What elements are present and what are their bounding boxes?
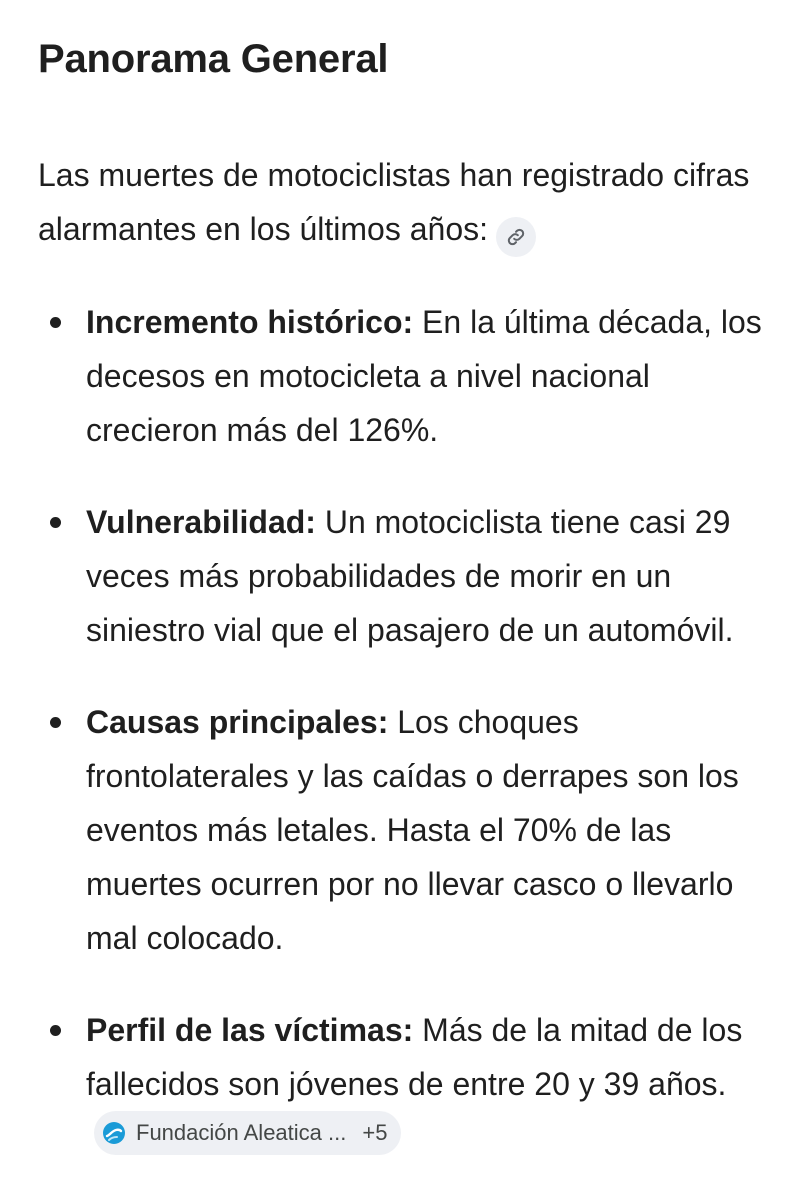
list-item [38,495,776,657]
bullet-dot [50,1025,61,1036]
link-icon[interactable] [496,217,536,257]
list-item [38,695,776,965]
section-title: Panorama General [38,37,389,81]
source-chip[interactable] [94,1111,401,1155]
point-text: En la última década, los decesos en motocicleta a nivel nacional crecieron más del 126%. [86,304,762,448]
intro-text: Las muertes de motociclistas han registrado cifras alarmantes en los últimos años: [38,157,750,247]
source-more-count: +5 [362,1120,388,1145]
point-text: Un motociclista tiene casi 29 veces más probabilidades de morir en un siniestro vial que el pasajero de un automóvil. [86,504,734,648]
bullet-dot [50,717,61,728]
bullet-dot [50,317,61,328]
list-item [38,295,776,457]
point-label: Vulnerabilidad: [86,504,316,540]
list-item [38,1003,776,1165]
bullet-dot [50,517,61,528]
point-label: Incremento histórico: [86,304,414,340]
point-text: Más de la mitad de los fallecidos son jóvenes de entre 20 y 39 años. [86,1012,743,1102]
point-label: Causas principales: [86,704,389,740]
source-name: Fundación Aleatica ... [136,1120,347,1145]
intro-paragraph [38,148,776,257]
key-points-list [38,295,776,1165]
point-label: Perfil de las víctimas: [86,1012,414,1048]
globe-favicon-icon [102,1121,126,1145]
point-text: Los choques frontolaterales y las caídas o derrapes son los eventos más letales. Hasta el 70% de las muertes ocurren por no llevar casco o llevarlo mal colocado. [86,704,739,956]
